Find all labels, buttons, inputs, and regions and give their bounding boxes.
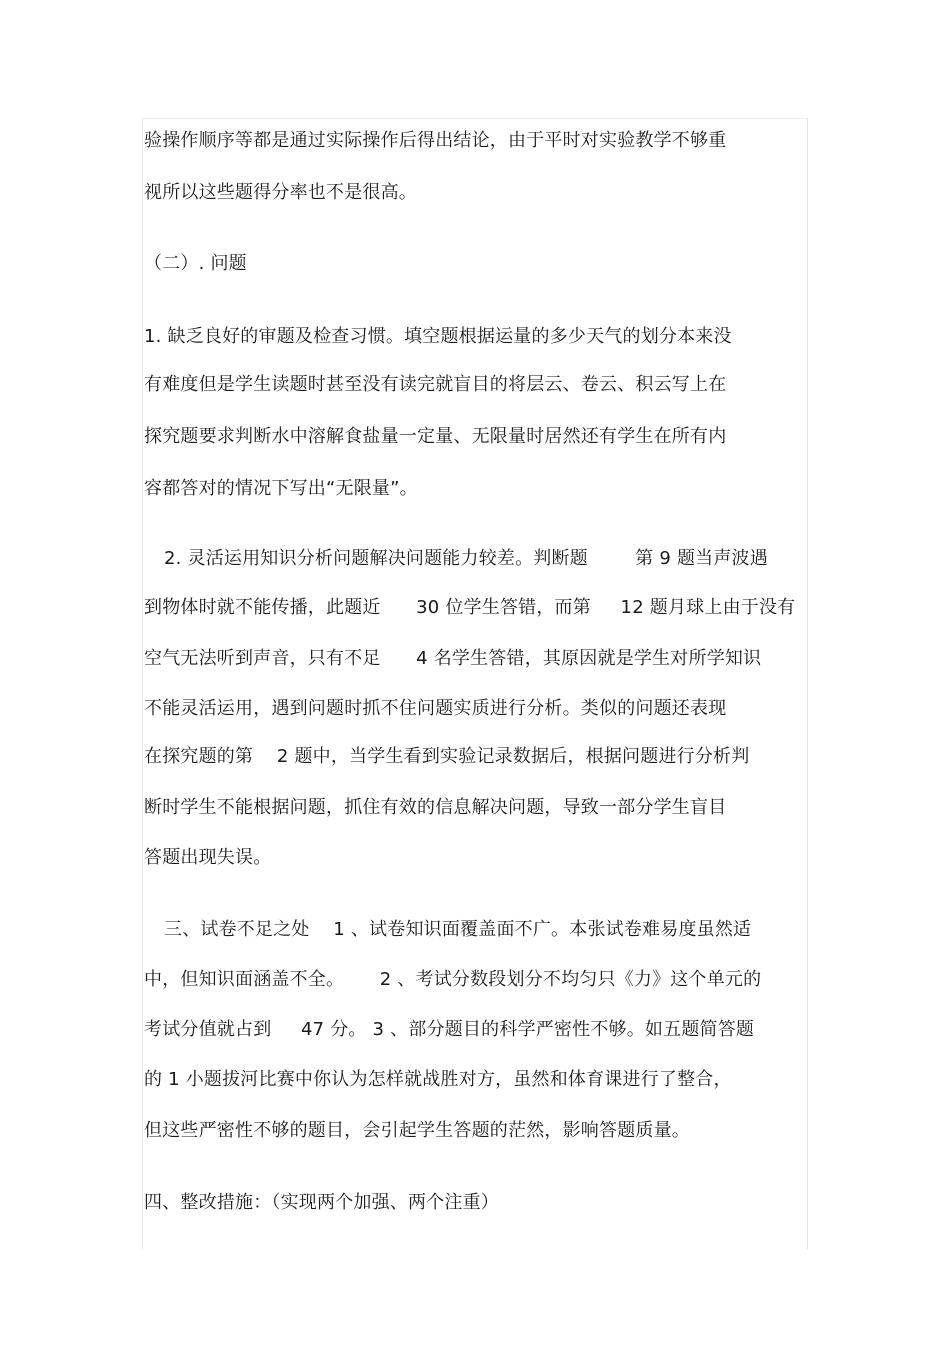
- body-line: 空气无法听到声音，只有不足 4 名学生答错，其原因就是学生对所学知识: [144, 648, 762, 669]
- body-line: 验操作顺序等都是通过实际操作后得出结论，由于平时对实验教学不够重: [144, 130, 727, 151]
- body-line: 在探究题的第 2 题中，当学生看到实验记录数据后，根据问题进行分析判: [144, 746, 750, 767]
- body-line: 但这些严密性不够的题目，会引起学生答题的茫然，影响答题质量。: [144, 1120, 690, 1141]
- section-heading: 四、整改措施：（实现两个加强、两个注重）: [144, 1192, 499, 1213]
- body-line: 探究题要求判断水中溶解食盐量一定量、无限量时居然还有学生在所有内: [144, 426, 727, 447]
- body-line: 三、试卷不足之处 1 、试卷知识面覆盖面不广。本张试卷难易度虽然适: [164, 919, 752, 940]
- body-line: 答题出现失误。: [144, 847, 272, 868]
- body-line: 不能灵活运用，遇到问题时抓不住问题实质进行分析。类似的问题还表现: [144, 698, 727, 719]
- body-line: 2. 灵活运用知识分析问题解决问题能力较差。判断题 第 9 题当声波遇: [164, 548, 768, 569]
- body-line: 考试分值就占到 47 分。 3 、部分题目的科学严密性不够。如五题简答题: [144, 1019, 755, 1040]
- body-line: 中，但知识面涵盖不全。 2 、考试分数段划分不均匀只《力》这个单元的: [144, 969, 762, 990]
- body-line: 断时学生不能根据问题，抓住有效的信息解决问题，导致一部分学生盲目: [144, 797, 727, 818]
- body-line: 1. 缺乏良好的审题及检查习惯。填空题根据运量的多少天气的划分本来没: [144, 326, 732, 347]
- body-line: 有难度但是学生读题时甚至没有读完就盲目的将层云、卷云、积云写上在: [144, 374, 727, 395]
- body-line: 到物体时就不能传播，此题近 30 位学生答错，而第 12 题月球上由于没有: [144, 597, 796, 618]
- section-heading: （二）. 问题: [144, 253, 247, 274]
- body-line: 容都答对的情况下写出“无限量”。: [144, 478, 418, 499]
- body-line: 视所以这些题得分率也不是很高。: [144, 182, 417, 203]
- body-line: 的 1 小题拔河比赛中你认为怎样就战胜对方，虽然和体育课进行了整合，: [144, 1069, 732, 1090]
